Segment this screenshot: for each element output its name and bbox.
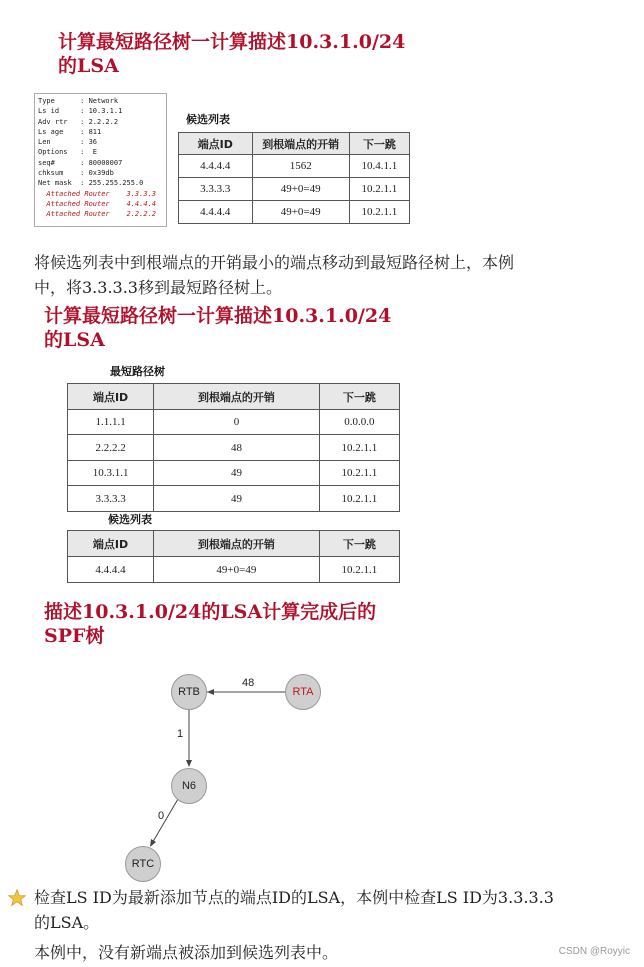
lsa-row: Ls age : 811	[38, 127, 102, 136]
paragraph-1-line1: 将候选列表中到根端点的开销最小的端点移动到最短路径树上，本例	[34, 253, 515, 272]
table-cell: 49	[154, 486, 320, 512]
table-cell: 10.2.1.1	[319, 461, 399, 486]
lsa-attached-router: Attached Router 4.4.4.4	[38, 199, 157, 208]
lsa-row: Type : Network	[38, 97, 119, 105]
table-cell: 3.3.3.3	[68, 486, 154, 512]
lsa-row: Adv rtr : 2.2.2.2	[38, 117, 119, 126]
arrowhead-n6	[186, 760, 192, 767]
paragraph-2-line1: 检查LS ID为最新添加节点的端点ID的LSA，本例中检查LS ID为3.3.3.3	[34, 888, 554, 907]
table-cell: 0.0.0.0	[319, 410, 399, 435]
col-header: 下一跳	[319, 531, 399, 557]
paragraph-2	[34, 885, 634, 965]
node-n6: N6	[171, 768, 207, 804]
edge-label-n6-rtc: 0	[158, 810, 165, 822]
paragraph-1-line2: 中，将3.3.3.3移到最短路径树上。	[34, 278, 282, 297]
table-cell: 1.1.1.1	[68, 410, 154, 435]
col-header: 到根端点的开销	[154, 531, 320, 557]
lsa-row: chksum : 0x39db	[38, 169, 114, 178]
arrowhead-rtb	[207, 689, 214, 695]
col-header: 端点ID	[179, 133, 253, 155]
node-rtb: RTB	[171, 674, 207, 710]
table-cell: 10.2.1.1	[349, 201, 409, 224]
section1-title-line1: 计算最短路径树一计算描述10.3.1.0/24	[58, 31, 406, 53]
paragraph-2-line2: 的LSA。	[34, 913, 100, 932]
col-header: 到根端点的开销	[252, 133, 349, 155]
table-cell: 10.2.1.1	[349, 178, 409, 201]
spt-caption: 最短路径树	[110, 365, 165, 378]
paragraph-2-line3: 本例中，没有新端点被添加到候选列表中。	[34, 943, 339, 962]
section3-title-line1: 描述10.3.1.0/24的LSA计算完成后的	[44, 601, 377, 623]
section3-title-line2: SPF树	[44, 625, 105, 647]
table-cell: 48	[154, 435, 320, 461]
col-header: 端点ID	[68, 531, 154, 557]
edge-label-rta-rtb: 48	[242, 677, 255, 689]
lsa-row: Net mask : 255.255.255.0	[38, 179, 144, 188]
lsa-attached-router: Attached Router 2.2.2.2	[38, 210, 157, 219]
lsa-row: Options : E	[38, 148, 98, 157]
table-cell: 49+0=49	[154, 557, 320, 583]
section1-title-line2: 的LSA	[58, 55, 119, 77]
arrowhead-rtc	[150, 839, 156, 847]
lsa-row: Len : 36	[38, 138, 98, 147]
table-cell: 49	[154, 461, 320, 486]
edge-label-rtb-n6: 1	[177, 728, 184, 740]
node-rtc: RTC	[125, 846, 161, 882]
table-cell: 10.2.1.1	[319, 486, 399, 512]
table-cell: 4.4.4.4	[179, 155, 253, 178]
table-cell: 10.2.1.1	[319, 557, 399, 583]
col-header: 下一跳	[349, 133, 409, 155]
table-cell: 2.2.2.2	[68, 435, 154, 461]
col-header: 到根端点的开销	[154, 384, 320, 410]
table-cell: 1562	[252, 155, 349, 178]
col-header: 端点ID	[68, 384, 154, 410]
lsa-attached-router: Attached Router 3.3.3.3	[38, 189, 157, 198]
table-cell: 10.4.1.1	[349, 155, 409, 178]
table-cell: 49+0=49	[252, 178, 349, 201]
candidate2-caption: 候选列表	[108, 513, 152, 526]
table-cell: 4.4.4.4	[68, 557, 154, 583]
node-rta: RTA	[285, 674, 321, 710]
table-cell: 49+0=49	[252, 201, 349, 224]
edge-n6-rtc	[151, 799, 178, 845]
col-header: 下一跳	[319, 384, 399, 410]
section2-title-line2: 的LSA	[44, 329, 105, 351]
table-cell: 3.3.3.3	[179, 178, 253, 201]
section2-title-line1: 计算最短路径树一计算描述10.3.1.0/24	[44, 305, 392, 327]
table-cell: 4.4.4.4	[179, 201, 253, 224]
star-icon	[8, 889, 26, 907]
table-cell: 0	[154, 410, 320, 435]
watermark: CSDN @Royyic	[558, 946, 630, 957]
lsa-row: Ls id : 10.3.1.1	[38, 107, 123, 116]
lsa-row: seq# : 80000007	[38, 158, 123, 167]
candidate1-caption: 候选列表	[186, 113, 230, 126]
table-cell: 10.2.1.1	[319, 435, 399, 461]
table-cell: 10.3.1.1	[68, 461, 154, 486]
